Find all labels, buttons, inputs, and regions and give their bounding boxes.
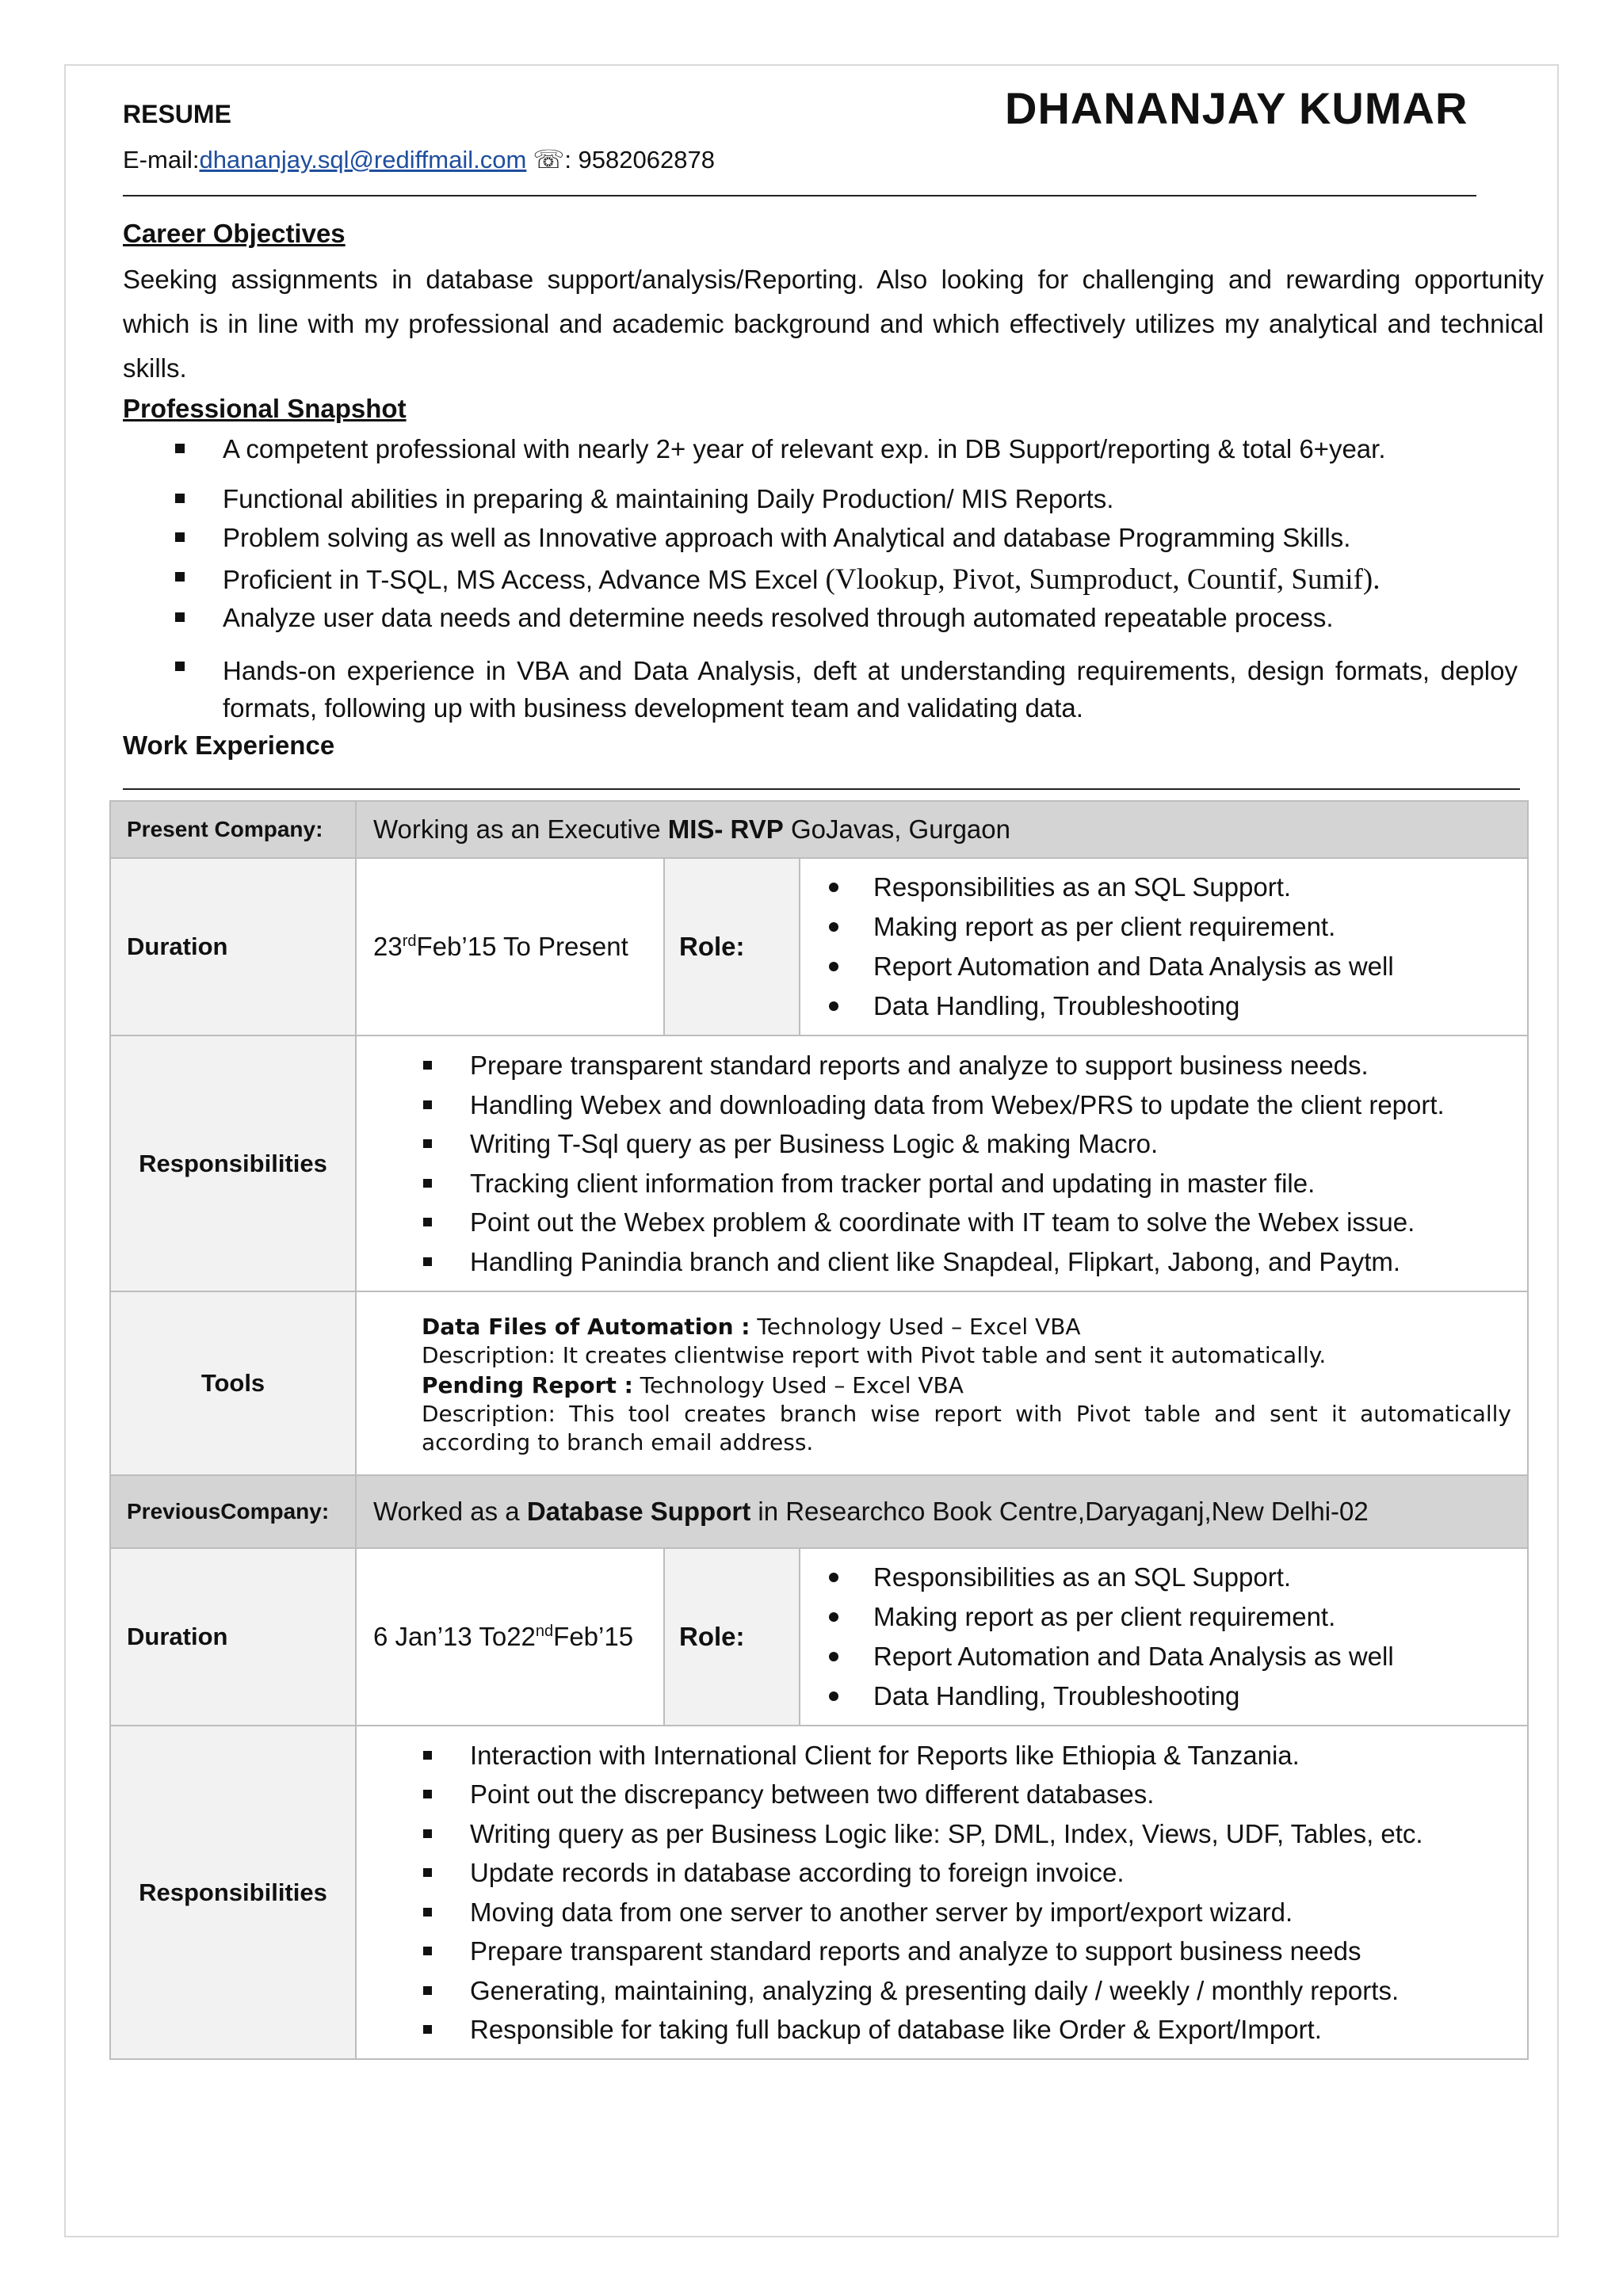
list-item: Handling Panindia branch and client like Snapdeal, Flipkart, Jabong, and Paytm. xyxy=(357,1242,1527,1282)
professional-snapshot-title: Professional Snapshot xyxy=(123,394,407,423)
square-bullet-icon xyxy=(423,1179,432,1188)
list-item: Prepare transparent standard reports and analyze to support business needs xyxy=(357,1932,1527,1971)
present-responsibilities xyxy=(356,1035,1528,1291)
contact-line xyxy=(123,144,715,174)
list-item: Responsibilities as an SQL Support. xyxy=(800,1558,1527,1597)
list-item: Hands-on experience in VBA and Data Analysis, deft at understanding requirements, design formats, deploy formats, following up with business development team and validating data. xyxy=(123,652,1518,727)
work-divider xyxy=(123,788,1520,790)
previous-roles xyxy=(800,1548,1528,1726)
square-bullet-icon xyxy=(423,1257,432,1266)
table-row xyxy=(110,801,1528,858)
present-role-label: Role: xyxy=(664,858,800,1035)
list-item: Moving data from one server to another server by import/export wizard. xyxy=(357,1893,1527,1932)
tool-1-desc: Description: It creates clientwise report with Pivot table and sent it automatically. xyxy=(422,1342,1327,1368)
square-bullet-icon xyxy=(423,1061,432,1070)
previous-responsibilities-label: Responsibilities xyxy=(110,1726,356,2059)
email-label: E-mail: xyxy=(123,146,200,174)
present-roles xyxy=(800,858,1528,1035)
phone-icon: ☏ xyxy=(533,145,565,174)
list-item: Handling Webex and downloading data from Webex/PRS to update the client report. xyxy=(357,1085,1527,1125)
list-item: Update records in database according to foreign invoice. xyxy=(357,1853,1527,1893)
table-row xyxy=(110,858,1528,1035)
round-bullet-icon xyxy=(829,1691,838,1701)
list-item: Report Automation and Data Analysis as well xyxy=(800,1637,1527,1676)
table-row xyxy=(110,1035,1528,1291)
previous-duration-value: 6 Jan’13 To22ndFeb’15 xyxy=(356,1548,664,1726)
list-item: Prepare transparent standard reports and analyze to support business needs. xyxy=(357,1046,1527,1085)
list-item: Report Automation and Data Analysis as well xyxy=(800,947,1527,986)
square-bullet-icon xyxy=(423,1790,432,1798)
present-company-label: Present Company: xyxy=(110,801,356,858)
present-duration-value: 23rdFeb’15 To Present xyxy=(356,858,664,1035)
square-bullet-icon xyxy=(423,1829,432,1838)
work-experience-title: Work Experience xyxy=(123,730,335,760)
list-item: Interaction with International Client for Reports like Ethiopia & Tanzania. xyxy=(357,1736,1527,1775)
present-responsibilities-label: Responsibilities xyxy=(110,1035,356,1291)
round-bullet-icon xyxy=(829,883,838,892)
square-bullet-icon xyxy=(423,1139,432,1148)
list-item: Responsibilities as an SQL Support. xyxy=(800,868,1527,907)
tool-2-heading: Pending Report : Technology Used – Excel VBA xyxy=(422,1372,964,1398)
list-item: Point out the discrepancy between two different databases. xyxy=(357,1775,1527,1814)
previous-duration-label: Duration xyxy=(110,1548,356,1726)
table-row xyxy=(110,1726,1528,2059)
work-experience-table xyxy=(109,800,1529,2060)
phone-number: : 9582062878 xyxy=(564,146,715,174)
career-objectives-text: Seeking assignments in database support/analysis/Reporting. Also looking for challenging and rewarding opportunity which is in line with my professional and academic background and which effectively utilizes my analytical and technical skills. xyxy=(123,265,1544,383)
list-item: Data Handling, Troubleshooting xyxy=(800,986,1527,1026)
round-bullet-icon xyxy=(829,1652,838,1661)
square-bullet-icon xyxy=(423,2025,432,2034)
tool-1-heading: Data Files of Automation : Technology Used – Excel VBA xyxy=(422,1314,1081,1340)
previous-company-value: Worked as a Database Support in Researchco Book Centre,Daryaganj,New Delhi-02 xyxy=(356,1475,1528,1548)
table-row xyxy=(110,1475,1528,1548)
tools-label: Tools xyxy=(110,1291,356,1475)
list-item: Analyze user data needs and determine needs resolved through automated repeatable process. xyxy=(123,603,1518,652)
present-duration-label: Duration xyxy=(110,858,356,1035)
list-item: Data Handling, Troubleshooting xyxy=(800,1676,1527,1716)
square-bullet-icon xyxy=(423,1218,432,1226)
list-item: Point out the Webex problem & coordinate with IT team to solve the Webex issue. xyxy=(357,1203,1527,1242)
list-item: Making report as per client requirement. xyxy=(800,907,1527,947)
previous-company-label: PreviousCompany: xyxy=(110,1475,356,1548)
round-bullet-icon xyxy=(829,962,838,971)
round-bullet-icon xyxy=(829,1573,838,1582)
resume-label: RESUME xyxy=(123,100,231,128)
square-bullet-icon xyxy=(423,1100,432,1109)
list-item: Problem solving as well as Innovative approach with Analytical and database Programming Skills. xyxy=(123,523,1518,563)
list-item: Responsible for taking full backup of database like Order & Export/Import. xyxy=(357,2010,1527,2050)
previous-role-label: Role: xyxy=(664,1548,800,1726)
excel-functions: (Vlookup, Pivot, Sumproduct, Countif, Sumif). xyxy=(825,563,1381,596)
square-bullet-icon xyxy=(175,494,185,503)
square-bullet-icon xyxy=(423,1868,432,1877)
table-row xyxy=(110,1548,1528,1726)
previous-responsibilities xyxy=(356,1726,1528,2059)
square-bullet-icon xyxy=(423,1986,432,1995)
present-company-value: Working as an Executive MIS- RVP GoJavas, Gurgaon xyxy=(356,801,1528,858)
square-bullet-icon xyxy=(423,1947,432,1955)
square-bullet-icon xyxy=(175,444,185,453)
candidate-name: DHANANJAY KUMAR xyxy=(1005,83,1468,133)
list-item: Generating, maintaining, analyzing & presenting daily / weekly / monthly reports. xyxy=(357,1971,1527,2011)
round-bullet-icon xyxy=(829,1001,838,1011)
square-bullet-icon xyxy=(423,1751,432,1760)
email-link[interactable]: dhananjay.sql@rediffmail.com xyxy=(199,146,527,174)
list-item: Tracking client information from tracker portal and updating in master file. xyxy=(357,1164,1527,1203)
table-row xyxy=(110,1291,1528,1475)
list-item: Writing query as per Business Logic like: SP, DML, Index, Views, UDF, Tables, etc. xyxy=(357,1814,1527,1854)
list-item: Functional abilities in preparing & maintaining Daily Production/ MIS Reports. xyxy=(123,484,1518,523)
career-objectives-title: Career Objectives xyxy=(123,219,346,248)
square-bullet-icon xyxy=(175,662,185,671)
list-item: Proficient in T-SQL, MS Access, Advance MS Excel (Vlookup, Pivot, Sumproduct, Countif, Sumif). xyxy=(123,563,1518,603)
tools-description xyxy=(356,1291,1528,1475)
round-bullet-icon xyxy=(829,922,838,932)
square-bullet-icon xyxy=(175,532,185,542)
list-item: A competent professional with nearly 2+ year of relevant exp. in DB Support/reporting & total 6+year. xyxy=(123,434,1518,484)
header-divider xyxy=(123,195,1476,196)
list-item: Making report as per client requirement. xyxy=(800,1597,1527,1637)
square-bullet-icon xyxy=(175,612,185,622)
round-bullet-icon xyxy=(829,1612,838,1622)
square-bullet-icon xyxy=(175,572,185,582)
square-bullet-icon xyxy=(423,1908,432,1917)
list-item: Writing T-Sql query as per Business Logic & making Macro. xyxy=(357,1124,1527,1164)
snapshot-list xyxy=(123,434,1518,727)
tool-2-desc: Description: This tool creates branch wise report with Pivot table and sent it automatically according to branch email address. xyxy=(422,1401,1512,1455)
